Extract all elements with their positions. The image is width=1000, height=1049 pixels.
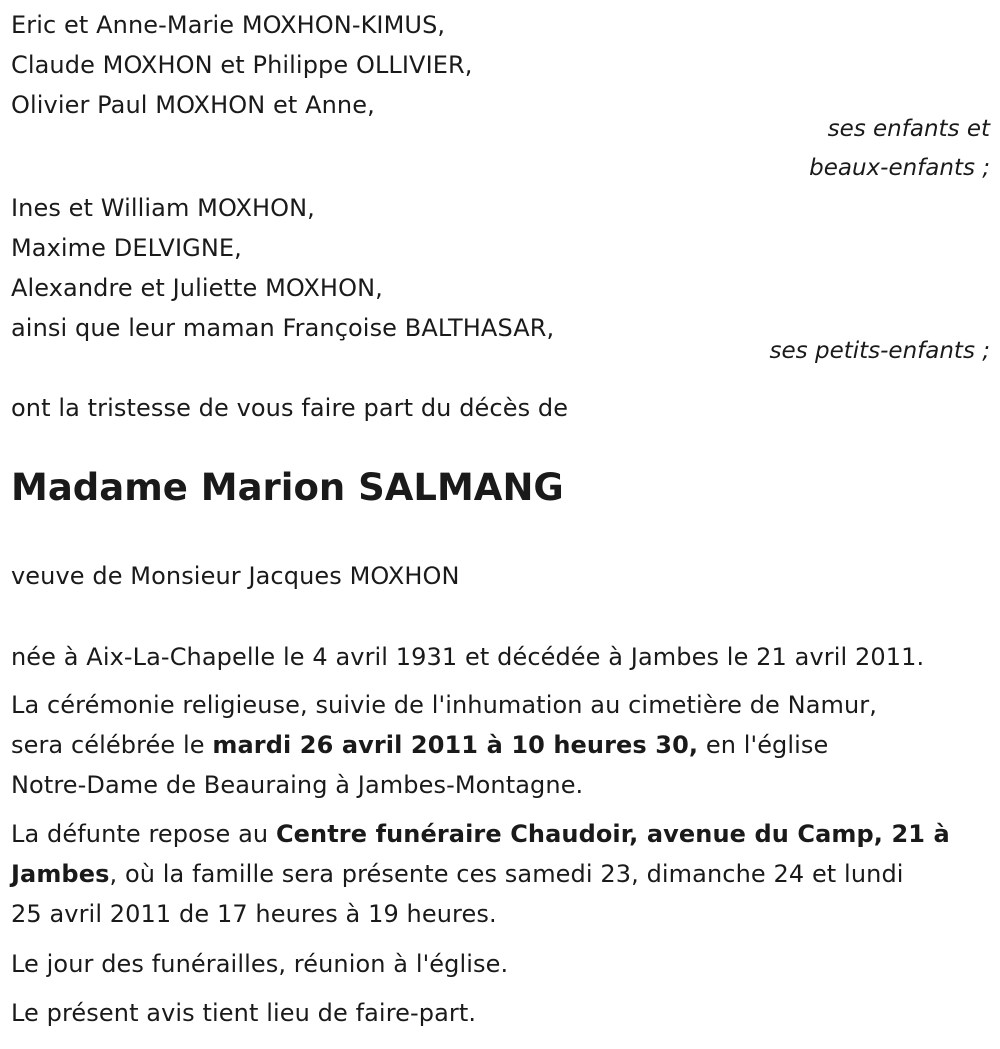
children-role-line-2: beaux-enfants ; xyxy=(809,155,990,181)
children-role-line-1: ses enfants et xyxy=(827,116,990,142)
child-line-1: Eric et Anne-Marie MOXHON-KIMUS, xyxy=(11,11,446,39)
repose-line-1 xyxy=(11,818,950,850)
deceased-name: Madame Marion SALMANG xyxy=(11,466,564,509)
funeral-day-text: Le jour des funérailles, réunion à l'église. xyxy=(11,950,509,978)
ceremony-date-prefix: sera célébrée le xyxy=(11,731,213,759)
grandchild-line-4: ainsi que leur maman Françoise BALTHASAR, xyxy=(11,314,555,342)
ceremony-date-suffix: en l'église xyxy=(698,731,829,759)
repose-line-2 xyxy=(11,858,904,890)
grandchildren-role: ses petits-enfants ; xyxy=(769,338,990,364)
repose-line-3: 25 avril 2011 de 17 heures à 19 heures. xyxy=(11,900,497,928)
repose-visiting: , où la famille sera présente ces samedi 23, dimanche 24 et lundi xyxy=(109,860,904,888)
notice-text: Le présent avis tient lieu de faire-part. xyxy=(11,999,477,1027)
ceremony-line-3: Notre-Dame de Beauraing à Jambes-Montagne. xyxy=(11,771,584,799)
child-line-2: Claude MOXHON et Philippe OLLIVIER, xyxy=(11,51,473,79)
ceremony-date: mardi 26 avril 2011 à 10 heures 30, xyxy=(212,731,699,759)
repose-prefix: La défunte repose au xyxy=(11,820,276,848)
grandchild-line-3: Alexandre et Juliette MOXHON, xyxy=(11,274,383,302)
grandchild-line-2: Maxime DELVIGNE, xyxy=(11,234,242,262)
ceremony-line-2 xyxy=(11,729,828,761)
repose-location-city: Jambes xyxy=(11,860,110,888)
child-line-3: Olivier Paul MOXHON et Anne, xyxy=(11,91,375,119)
repose-location: Centre funéraire Chaudoir, avenue du Camp, 21 à xyxy=(275,820,950,848)
birth-death-text: née à Aix-La-Chapelle le 4 avril 1931 et décédée à Jambes le 21 avril 2011. xyxy=(11,643,925,671)
ceremony-line-1: La cérémonie religieuse, suivie de l'inhumation au cimetière de Namur, xyxy=(11,691,877,719)
grandchild-line-1: Ines et William MOXHON, xyxy=(11,194,315,222)
announcement-text: ont la tristesse de vous faire part du décès de xyxy=(11,394,569,422)
widow-of-text: veuve de Monsieur Jacques MOXHON xyxy=(11,562,460,590)
